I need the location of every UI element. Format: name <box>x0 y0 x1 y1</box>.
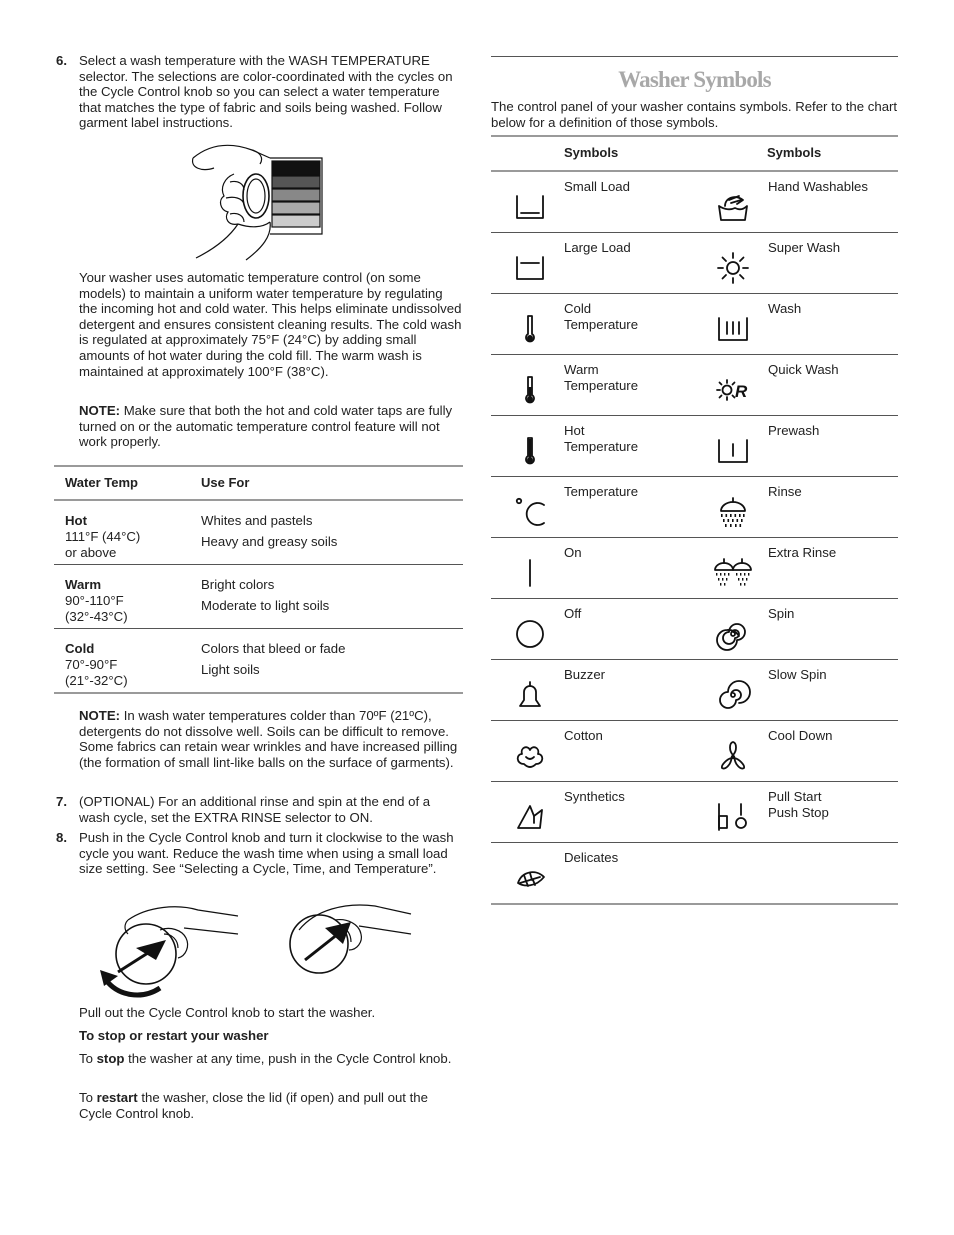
table-row <box>491 599 898 659</box>
stop-pre: To <box>79 1051 97 1066</box>
svg-text:R: R <box>735 382 748 401</box>
step-text: (OPTIONAL) For an additional rinse and spin at the end of a wash cycle, set the EXTRA RINSE selector to ON. <box>79 794 431 825</box>
step-text: Push in the Cycle Control knob and turn it clockwise to the wash cycle you want. Reduce the wash time when using a small load size setting. See “Selecting a Cycle, Time, and Temperature”. <box>79 830 454 877</box>
table-row <box>491 477 898 537</box>
temp-use: Light soils <box>201 662 260 677</box>
symbol-label: Prewash <box>768 423 820 438</box>
table-row <box>491 782 898 842</box>
temp-range: (21°-32°C) <box>65 673 128 688</box>
temp-name: Cold <box>65 641 95 656</box>
stop-post: the washer at any time, push in the Cycle Control knob. <box>124 1051 452 1066</box>
super-wash-icon <box>713 249 753 285</box>
table-row <box>491 172 898 232</box>
cool-down-icon <box>713 737 753 773</box>
table-header-symbols: Symbols <box>767 145 822 160</box>
table-header-row <box>54 467 463 499</box>
step-number: 7. <box>56 794 67 809</box>
table-rule <box>491 903 898 905</box>
symbol-label: Extra Rinse <box>768 545 837 560</box>
extra-rinse-icon <box>713 554 753 590</box>
symbol-label: Slow Spin <box>768 667 827 682</box>
temp-range: 111°F (44°C) <box>65 529 141 544</box>
temperature-icon <box>510 493 550 529</box>
large-load-icon <box>510 249 550 285</box>
symbol-label: Large Load <box>564 240 631 255</box>
restart-paragraph <box>79 1090 464 1121</box>
table-row <box>491 721 898 781</box>
restart-post: the washer, close the lid (if open) and pull out the Cycle Control knob. <box>79 1090 428 1121</box>
step-text: Select a wash temperature with the WASH TEMPERATURE selector. The selections are color-coordinated with the cycles on the Cycle Control knob so you can select a water temperature that matches the type of fabric and soils being washed. Follow garment label instructions. <box>79 53 453 131</box>
temp-range: (32°-43°C) <box>65 609 128 624</box>
temp-use: Colors that bleed or fade <box>201 641 346 656</box>
table-header-water-temp: Water Temp <box>65 475 138 490</box>
temp-name: Warm <box>65 577 102 592</box>
step-number: 6. <box>56 53 67 68</box>
pull-out-text: Pull out the Cycle Control knob to start the washer. <box>79 1005 376 1020</box>
cold-temperature-icon <box>510 310 550 346</box>
water-temp-table <box>54 465 463 694</box>
symbol-label: Synthetics <box>564 789 625 804</box>
symbol-label: Buzzer <box>564 667 606 682</box>
note-label: NOTE: <box>79 403 121 418</box>
note-label: NOTE: <box>79 708 121 723</box>
table-row <box>491 416 898 476</box>
stop-restart-heading: To stop or restart your washer <box>79 1028 269 1043</box>
symbols-table <box>491 135 898 905</box>
symbol-label: On <box>564 545 582 560</box>
cotton-icon <box>510 737 550 773</box>
table-row <box>54 501 463 564</box>
symbol-label: Quick Wash <box>768 362 839 377</box>
buzzer-icon <box>510 676 550 712</box>
step-number: 8. <box>56 830 67 845</box>
section-rule <box>491 56 898 57</box>
symbol-label: Hand Washables <box>768 179 868 194</box>
symbol-label: Wash <box>768 301 802 316</box>
small-load-icon <box>510 188 550 224</box>
symbol-label: Super Wash <box>768 240 841 255</box>
table-row <box>54 565 463 628</box>
symbol-label: Cool Down <box>768 728 833 743</box>
rinse-icon <box>713 493 753 529</box>
warm-temperature-icon <box>510 371 550 407</box>
table-row <box>491 233 898 293</box>
auto-temp-paragraph: Your washer uses automatic temperature control (on some models) to maintain a uniform water temperature by regulating the incoming hot and cold water. This helps eliminate undissolved detergent and ensures consistent cleaning results. The cold wash is regulated at approximately 75°F (24°C) by adding small amounts of hot water during the cold fill. The warm wash is maintained at approximately 100°F (38°C). <box>79 270 462 379</box>
slow-spin-icon <box>713 676 753 712</box>
temperature-selector-illustration <box>190 138 330 262</box>
section-intro: The control panel of your washer contains symbols. Refer to the chart below for a definition of those symbols. <box>491 99 898 130</box>
stop-bold: stop <box>96 1051 125 1066</box>
pull-start-push-stop-icon <box>713 798 753 834</box>
spin-icon <box>713 615 753 651</box>
restart-bold: restart <box>96 1090 138 1105</box>
temp-use: Whites and pastels <box>201 513 313 528</box>
prewash-icon <box>713 432 753 468</box>
table-rule <box>54 692 463 694</box>
hand-washables-icon <box>713 188 753 224</box>
delicates-icon <box>510 859 550 895</box>
note-text: In wash water temperatures colder than 70ºF (21ºC), detergents do not dissolve well. Soils can be difficult to remove. Some fabrics can retain wear wrinkles and have increased pilling (the formation of small lint-like balls on the surface of garments). <box>79 708 458 770</box>
note-paragraph <box>79 708 464 770</box>
note-text: Make sure that both the hot and cold water taps are fully turned on or the automatic temperature control feature will not work properly. <box>79 403 453 450</box>
symbol-label: Cold Temperature <box>564 301 639 332</box>
synthetics-icon <box>510 798 550 834</box>
on-icon <box>510 554 550 590</box>
table-row <box>491 660 898 720</box>
off-icon <box>510 615 550 651</box>
note-paragraph <box>79 403 464 450</box>
temp-range: 90°-110°F <box>65 593 124 608</box>
temp-name: Hot <box>65 513 87 528</box>
temp-use: Heavy and greasy soils <box>201 534 338 549</box>
table-header-use-for: Use For <box>201 475 250 490</box>
table-row <box>491 355 898 415</box>
table-row <box>491 294 898 354</box>
symbol-label: Warm Temperature <box>564 362 639 393</box>
table-row <box>491 843 898 903</box>
symbol-label: Delicates <box>564 850 619 865</box>
symbol-label: Small Load <box>564 179 630 194</box>
symbol-label: Cotton <box>564 728 603 743</box>
temp-range: 70°-90°F <box>65 657 118 672</box>
wash-icon <box>713 310 753 346</box>
hot-temperature-icon <box>510 432 550 468</box>
push-knob-illustration <box>98 900 243 1000</box>
restart-pre: To <box>79 1090 97 1105</box>
table-row <box>54 629 463 692</box>
symbol-label: Pull Start Push Stop <box>768 789 829 820</box>
quick-wash-icon <box>713 371 753 407</box>
temp-use: Moderate to light soils <box>201 598 330 613</box>
table-row <box>491 538 898 598</box>
symbol-label: Rinse <box>768 484 802 499</box>
symbol-label: Hot Temperature <box>564 423 639 454</box>
temp-range: or above <box>65 545 117 560</box>
turn-knob-illustration <box>285 900 415 980</box>
stop-paragraph <box>79 1051 464 1067</box>
section-title: Washer Symbols <box>618 67 771 92</box>
symbol-label: Off <box>564 606 582 621</box>
table-header-symbols: Symbols <box>564 145 619 160</box>
symbol-label: Temperature <box>564 484 639 499</box>
temp-use: Bright colors <box>201 577 275 592</box>
symbol-label: Spin <box>768 606 795 621</box>
table-header-row <box>491 137 898 170</box>
